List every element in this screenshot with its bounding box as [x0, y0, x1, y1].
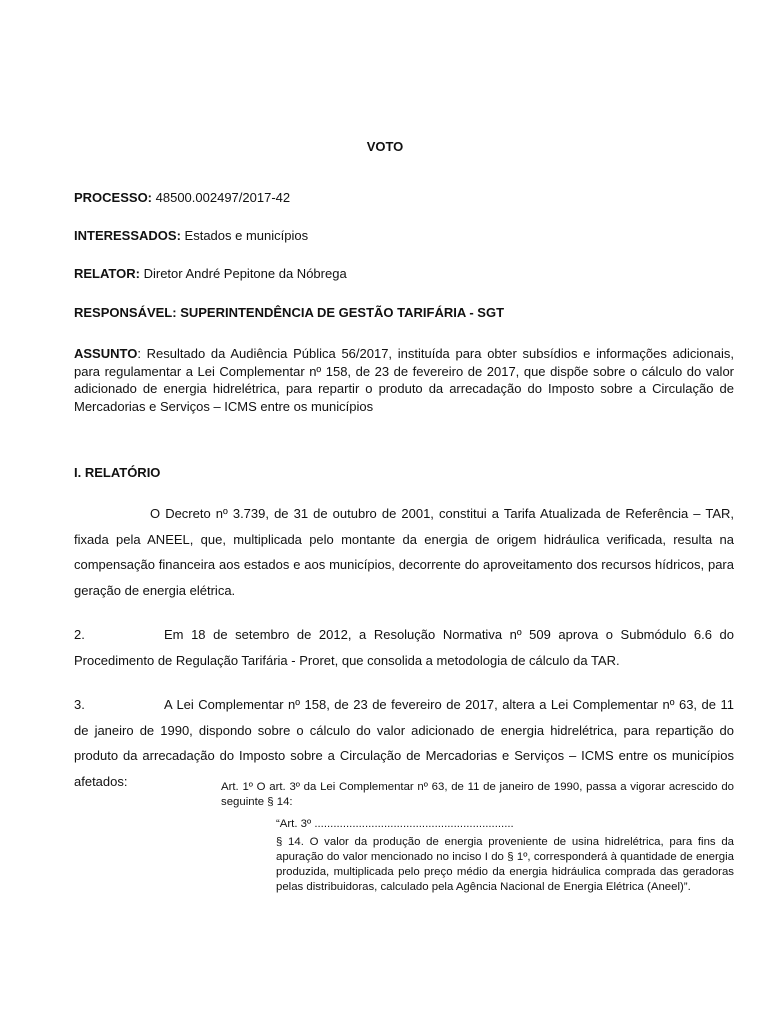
paragraph-1-text: O Decreto nº 3.739, de 31 de outubro de 2001, constitui a Tarifa Atualizada de Referência – TAR, fixada pela ANEEL, que, multiplicada pelo montante da energia de origem hidráulica verificada, resulta na compensação financeira aos estados e aos municípios, decorrente do aproveitamento dos recursos hídricos, para geração de energia elétrica. [74, 506, 734, 598]
processo-field [74, 190, 734, 206]
relator-label: RELATOR: [74, 266, 140, 281]
relator-field [74, 266, 734, 282]
quote-art1: Art. 1º O art. 3º da Lei Complementar nº 63, de 11 de janeiro de 1990, passa a vigorar acrescido do seguinte § 14: [221, 781, 734, 808]
interessados-field [74, 228, 734, 244]
assunto-value: : Resultado da Audiência Pública 56/2017, instituída para obter subsídios e informações adicionais, para regulamentar a Lei Complementar nº 158, de 23 de fevereiro de 2017, que dispõe sobre o cálculo do valor adicionado de energia hidrelétrica, para repartir o produto da arrecadação do Imposto sobre a Circulação de Mercadorias e Serviços – ICMS entre os municípios [74, 346, 734, 414]
paragraph-1 [74, 501, 734, 603]
relator-value: Diretor André Pepitone da Nóbrega [143, 266, 347, 281]
assunto-block [74, 345, 734, 415]
document-title: VOTO [366, 139, 404, 154]
processo-value: 48500.002497/2017-42 [155, 190, 291, 205]
assunto-label: ASSUNTO [74, 346, 138, 361]
paragraph-3-number: 3. [74, 697, 85, 712]
paragraph-3 [74, 692, 734, 794]
paragraph-2 [74, 622, 734, 673]
responsavel-label: RESPONSÁVEL: [74, 305, 177, 320]
paragraph-2-number: 2. [74, 627, 85, 642]
processo-label: PROCESSO: [74, 190, 153, 205]
interessados-value: Estados e municípios [184, 228, 309, 243]
quote-art3: “Art. 3º ............................................................... [276, 818, 514, 830]
section-heading: I. RELATÓRIO [74, 465, 161, 480]
interessados-label: INTERESSADOS: [74, 228, 181, 243]
paragraph-2-text: Em 18 de setembro de 2012, a Resolução Normativa nº 509 aprova o Submódulo 6.6 do Procedimento de Regulação Tarifária - Proret, que consolida a metodologia de cálculo da TAR. [74, 627, 734, 668]
responsavel-value: SUPERINTENDÊNCIA DE GESTÃO TARIFÁRIA - SGT [180, 305, 505, 320]
paragraph-3-text: A Lei Complementar nº 158, de 23 de fevereiro de 2017, altera a Lei Complementar nº 63, de 11 de janeiro de 1990, dispondo sobre o cálculo do valor adicionado de energia hidrelétrica, para repartição do produto da arrecadação do Imposto sobre a Circulação de Mercadorias e Serviços – ICMS entre os municípios afetados: [74, 697, 734, 789]
quote-par14: § 14. O valor da produção de energia proveniente de usina hidrelétrica, para fins da apuração do valor mencionado no inciso I do § 1º, corresponderá à quantidade de energia produzida, multiplicada pelo preço médio da energia hidráulica comprada das geradoras pelas distribuidoras, calculado pela Agência Nacional de Energia Elétrica (Aneel)”. [276, 836, 734, 893]
responsavel-field [74, 305, 734, 321]
